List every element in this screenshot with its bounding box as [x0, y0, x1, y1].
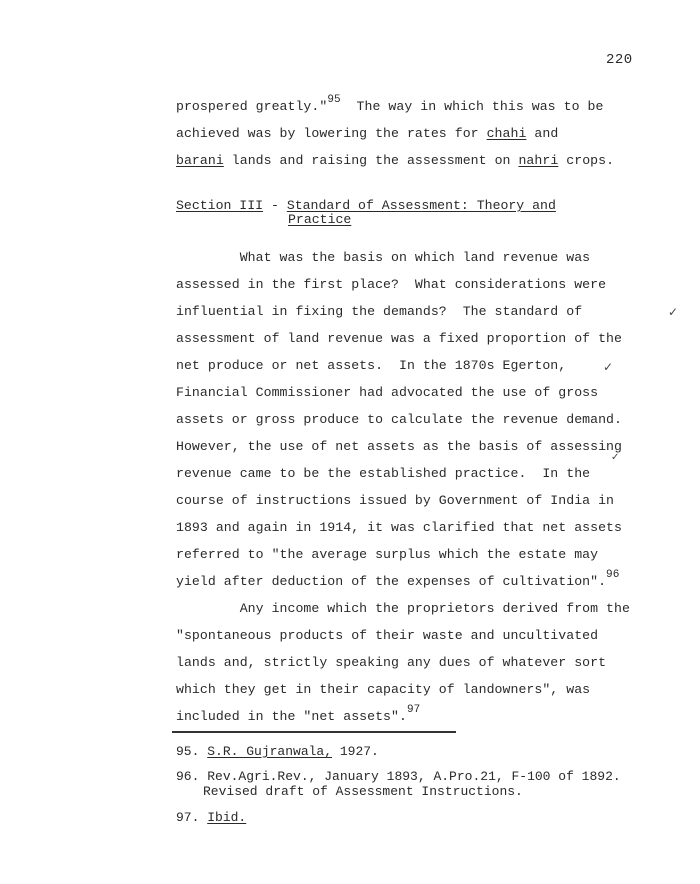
check-mark-icon: ✓: [668, 305, 679, 319]
footnote-96-line-2: Revised draft of Assessment Instructions.: [203, 784, 523, 799]
section-title-line-2-wrap: [288, 212, 351, 227]
paragraph2-line: referred to "the average surplus which the estate may: [176, 547, 599, 562]
paragraph2-line: assessed in the first place? What considerations were: [176, 277, 607, 292]
footnote-ref-97[interactable]: 97: [406, 704, 421, 716]
check-mark-icon: ✓: [611, 452, 620, 463]
opening-line-3: barani lands and raising the assessment on nahri crops.: [176, 153, 615, 168]
paragraph2-last-line: yield after deduction of the expenses of cultivation".$^{96}$: [176, 569, 620, 589]
paragraph2-line: Financial Commissioner had advocated the use of gross: [176, 385, 599, 400]
paragraph2-line: assessment of land revenue was a fixed proportion of the: [176, 331, 622, 346]
footnote-96: 96. Rev.Agri.Rev., January 1893, A.Pro.21, F-100 of 1892.: [176, 769, 621, 784]
footnote-ref-96[interactable]: 96: [606, 569, 620, 581]
paragraph3-line: which they get in their capacity of landowners", was: [176, 682, 591, 697]
paragraph3-line: "spontaneous products of their waste and uncultivated: [176, 628, 599, 643]
opening-line-2: achieved was by lowering the rates for chahi and: [176, 126, 559, 141]
section-label: Section III: [176, 198, 264, 213]
check-mark-icon: ✓: [603, 360, 614, 374]
paragraph3-line: Any income which the proprietors derived from the: [176, 601, 630, 616]
paragraph2-line: 1893 and again in 1914, it was clarified that net assets: [176, 520, 622, 535]
footnote-ref-95[interactable]: 95: [327, 94, 341, 106]
term-chahi: chahi: [486, 126, 527, 141]
term-nahri: nahri: [518, 153, 559, 168]
footnote-95-source: S.R. Gujranwala,: [207, 744, 333, 759]
section-heading: Section III - Standard of Assessment: Theory and: [176, 198, 556, 213]
section-title-line-2: Practice: [288, 212, 352, 227]
paragraph2-line: assets or gross produce to calculate the revenue demand.: [176, 412, 622, 427]
paragraph2-line: course of instructions issued by Government of India in: [176, 493, 615, 508]
footnote-97: 97. Ibid.: [176, 810, 247, 825]
paragraph2-line: However, the use of net assets as the basis of assessing: [176, 439, 622, 454]
paragraph3-last-line: included in the "net assets".$^{97}$: [176, 704, 421, 724]
paragraph2-line: net produce or net assets. In the 1870s Egerton,: [176, 358, 567, 373]
footnote-97-source: Ibid.: [207, 810, 247, 825]
opening-line-1: prospered greatly."$^{95}$ The way in which this was to be: [176, 94, 604, 114]
paragraph3-line: lands and, strictly speaking any dues of whatever sort: [176, 655, 607, 670]
section-title-line-1: Standard of Assessment: Theory and: [286, 198, 556, 213]
page-number: 220: [606, 52, 633, 68]
term-barani: barani: [176, 153, 224, 168]
paragraph2-line: revenue came to be the established practice. In the: [176, 466, 591, 481]
paragraph2-line: influential in fixing the demands? The standard of: [176, 304, 583, 319]
footnote-divider: [172, 731, 456, 733]
paragraph2-line: What was the basis on which land revenue was: [176, 250, 591, 265]
footnote-95: 95. S.R. Gujranwala, 1927.: [176, 744, 379, 759]
